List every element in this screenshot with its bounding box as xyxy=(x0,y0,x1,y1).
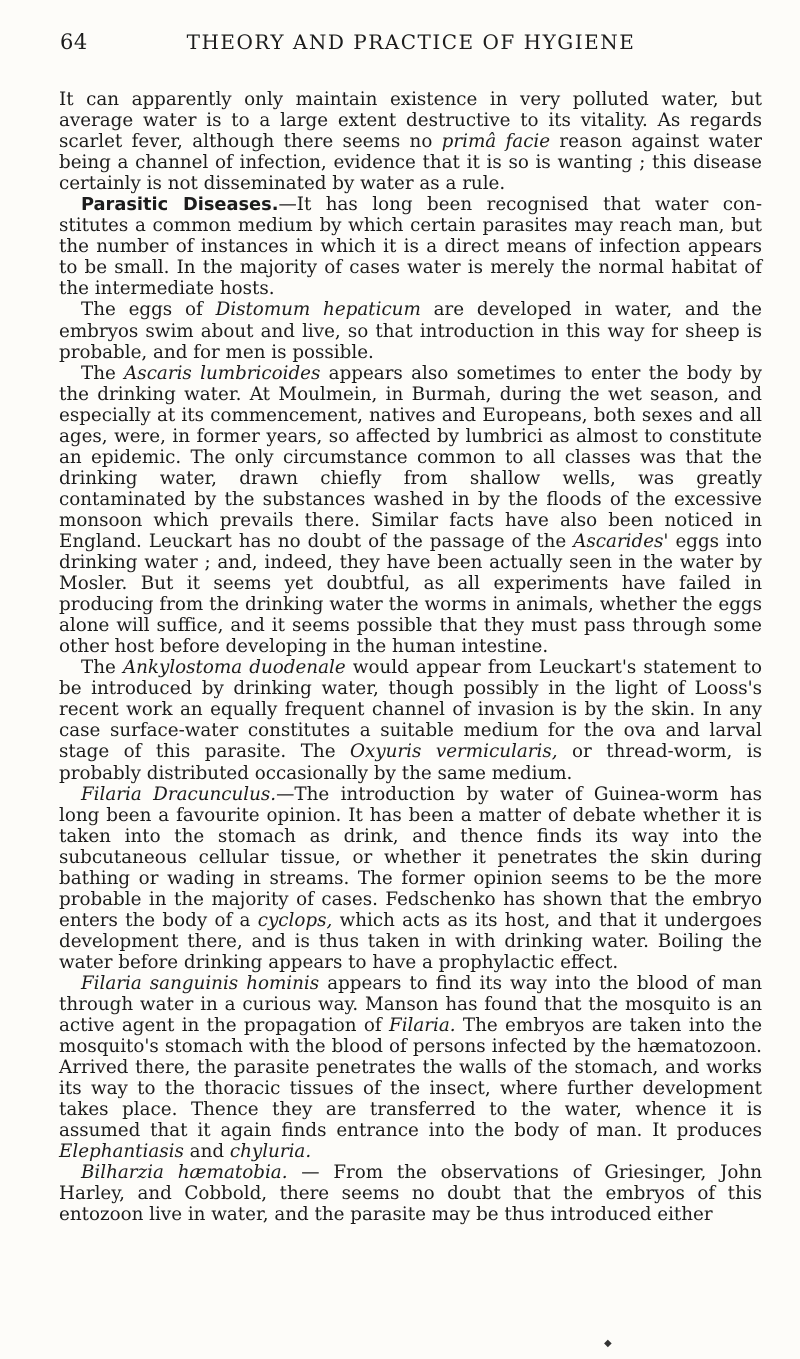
paragraph-bilharzia: Bilharzia hæmatobia. — From the observations of Griesinger, John Harley, and Cobbold, there seems no doubt that the embryos of this entozoon live in water, and the parasite may be thus introduced either xyxy=(59,1162,762,1226)
paragraph-parasitic-diseases: Parasitic Diseases.—It has long been recognised that water con- stitutes a common medium by which certain parasites may reach man, but the number of instances in which it is a direct means of infection appears to be small. In the majority of cases water is merely the normal habitat of the intermediate hosts. xyxy=(59,194,762,300)
paragraph-ascaris: The Ascaris lumbricoides appears also sometimes to enter the body by the drinking water. At Moulmein, in Burmah, during the wet season, and especially at its commencement, natives and Europeans, both sexes and all ages, were, in former years, so affected by lumbrici as almost to constitute an epidemic. The only circumstance common to all classes was that the drinking water, drawn chiefly from shallow wells, was greatly contaminated by the substances washed in by the floods of the excessive monsoon which prevails there. Similar facts have also been noticed in England. Leuckart has no doubt of the passage of the Ascarides' eggs into drinking water ; and, indeed, they have been actually seen in the water by Mosler. But it seems yet doubtful, as all experiments have failed in producing from the drinking water the worms in animals, whether the eggs alone will suffice, and it seems possible that they must pass through some other host before developing in the human intestine. xyxy=(59,362,762,658)
body-text xyxy=(59,89,762,1226)
paragraph-filaria-dracunculus: Filaria Dracunculus.—The introduction by water of Guinea-worm has long been a favourite opinion. It has been a matter of debate whether it is taken into the stomach as drink, and thence finds its way into the subcutaneous cellular tissue, or whether it penetrates the skin during bathing or wading in streams. The former opinion seems to be the more probable in the majority of cases. Fedschenko has shown that the embryo enters the body of a cyclops, which acts as its host, and that it undergoes development there, and is thus taken in with drinking water. Boiling the water before drinking appears to have a prophylactic effect. xyxy=(59,783,763,973)
section-heading: Parasitic Diseases. xyxy=(81,194,279,216)
page-number: 64 xyxy=(60,30,88,54)
paragraph-distomum: The eggs of Distomum hepaticum are developed in water, and the embryos swim about and live, so that introduction in this way for sheep is probable, and for men is possible. xyxy=(59,299,762,363)
paragraph-scarlet-fever: It can apparently only maintain existence in very polluted water, but average water is to a large extent destructive to its vitality. As regards scarlet fever, although there seems no primâ facie reason against water being a channel of infection, evidence that it is so is wanting ; this disease certainly is not disseminated by water as a rule. xyxy=(59,89,763,195)
paragraph-ankylostoma: The Ankylostoma duodenale would appear from Leuckart's statement to be introduced by drinking water, though possibly in the light of Looss's recent work an equally frequent channel of invasion is by the skin. In any case surface-water constitutes a suitable medium for the ova and larval stage of this parasite. The Oxyuris vermicularis, or thread-worm, is probably distributed occasionally by the same medium. xyxy=(59,657,762,784)
running-title: THEORY AND PRACTICE OF HYGIENE xyxy=(186,30,636,54)
page-header xyxy=(60,30,762,60)
page-mark: ◆ xyxy=(604,1338,612,1349)
paragraph-filaria-sanguinis: Filaria sanguinis hominis appears to find its way into the blood of man through water in a curious way. Manson has found that the mosquito is an active agent in the propagation of Filaria. The embryos are taken into the mosquito's stomach with the blood of persons infected by the hæmatozoon. Arrived there, the parasite penetrates the walls of the stomach, and works its way to the thoracic tissues of the insect, where further development takes place. Thence they are transferred to the water, whence it is assumed that it again finds entrance into the body of man. It produces Elephantiasis and chyluria. xyxy=(59,972,763,1163)
